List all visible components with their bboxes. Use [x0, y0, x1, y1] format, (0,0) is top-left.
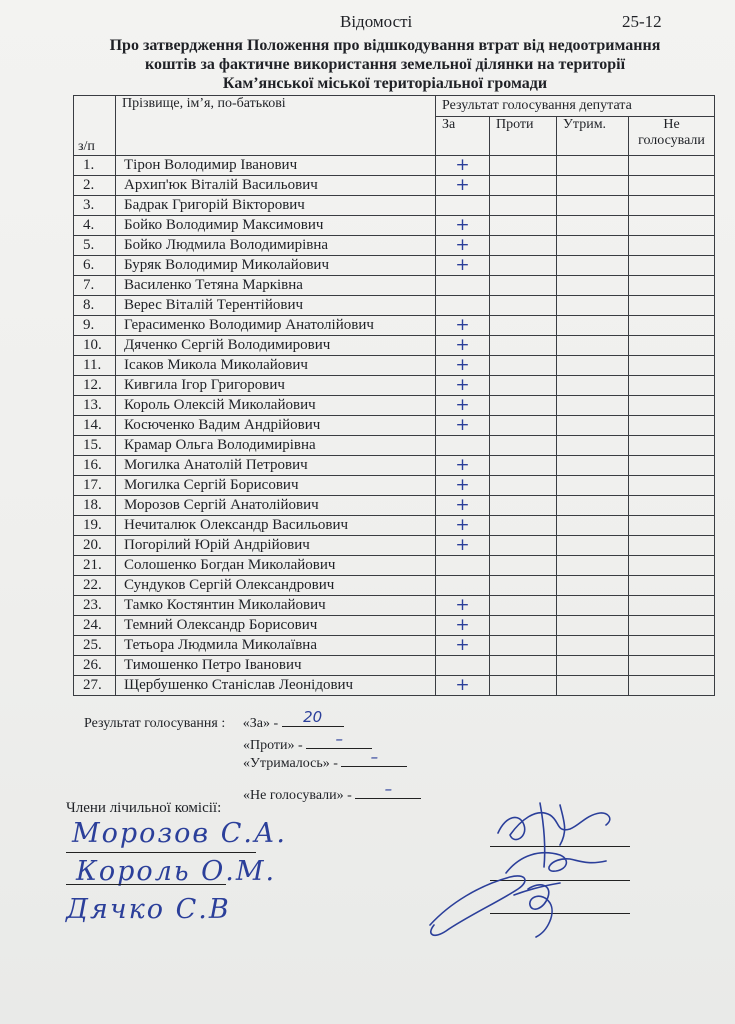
vote-abstain-mark — [557, 416, 629, 436]
vote-notvoted-mark — [629, 396, 715, 416]
summary-notvoted-label: «Не голосували» - — [243, 788, 352, 803]
summary-notvoted-row — [243, 780, 421, 804]
table-row — [74, 256, 715, 276]
vote-notvoted-mark — [629, 276, 715, 296]
table-row — [74, 336, 715, 356]
vote-abstain-mark — [557, 576, 629, 596]
vote-abstain-mark — [557, 456, 629, 476]
header-not-voted-line-1: Не — [663, 117, 680, 132]
vote-against-mark — [490, 376, 557, 396]
summary-for-blank — [282, 708, 344, 727]
vote-against-mark — [490, 456, 557, 476]
vote-against-mark — [490, 356, 557, 376]
row-number: 2. — [74, 176, 116, 196]
vote-notvoted-mark — [629, 436, 715, 456]
table-row — [74, 416, 715, 436]
row-number: 15. — [74, 436, 116, 456]
deputy-name: Могилка Анатолій Петрович — [116, 456, 436, 476]
vote-for-mark: + — [436, 216, 490, 236]
table-row — [74, 576, 715, 596]
vote-abstain-mark — [557, 316, 629, 336]
vote-notvoted-mark — [629, 416, 715, 436]
table-row — [74, 276, 715, 296]
vote-against-mark — [490, 616, 557, 636]
vote-against-mark — [490, 536, 557, 556]
vote-notvoted-mark — [629, 656, 715, 676]
decision-heading — [40, 36, 730, 93]
vote-abstain-mark — [557, 396, 629, 416]
vote-notvoted-mark — [629, 616, 715, 636]
row-number: 4. — [74, 216, 116, 236]
deputy-name: Бойко Володимир Максимович — [116, 216, 436, 236]
row-number: 27. — [74, 676, 116, 696]
row-number: 18. — [74, 496, 116, 516]
table-row — [74, 496, 715, 516]
vote-against-mark — [490, 656, 557, 676]
vote-for-mark — [436, 196, 490, 216]
row-number: 21. — [74, 556, 116, 576]
deputy-name: Тірон Володимир Іванович — [116, 156, 436, 176]
deputy-name: Морозов Сергій Анатолійович — [116, 496, 436, 516]
vote-against-mark — [490, 416, 557, 436]
vote-abstain-mark — [557, 656, 629, 676]
deputy-name: Сундуков Сергій Олександрович — [116, 576, 436, 596]
row-number: 10. — [74, 336, 116, 356]
row-number: 3. — [74, 196, 116, 216]
vote-notvoted-mark — [629, 176, 715, 196]
summary-against-label: «Проти» - — [243, 738, 303, 753]
vote-against-mark — [490, 176, 557, 196]
table-row — [74, 376, 715, 396]
row-number: 23. — [74, 596, 116, 616]
table-row — [74, 296, 715, 316]
row-number: 1. — [74, 156, 116, 176]
vote-against-mark — [490, 216, 557, 236]
vote-for-mark — [436, 276, 490, 296]
table-row — [74, 516, 715, 536]
vote-against-mark — [490, 576, 557, 596]
table-row — [74, 476, 715, 496]
summary-label: Результат голосування : — [84, 716, 226, 731]
vote-abstain-mark — [557, 356, 629, 376]
row-number: 8. — [74, 296, 116, 316]
row-number: 16. — [74, 456, 116, 476]
deputy-name: Ісаков Микола Миколайович — [116, 356, 436, 376]
vote-abstain-mark — [557, 236, 629, 256]
vote-against-mark — [490, 296, 557, 316]
table-row — [74, 556, 715, 576]
vote-against-mark — [490, 396, 557, 416]
vote-against-mark — [490, 316, 557, 336]
vote-notvoted-mark — [629, 316, 715, 336]
vote-abstain-mark — [557, 436, 629, 456]
vote-for-mark: + — [436, 396, 490, 416]
header-number: з/п — [74, 96, 116, 156]
vote-abstain-mark — [557, 156, 629, 176]
deputy-name: Крамар Ольга Володимирівна — [116, 436, 436, 456]
vote-for-mark: + — [436, 316, 490, 336]
deputy-name: Верес Віталій Терентійович — [116, 296, 436, 316]
vote-abstain-mark — [557, 616, 629, 636]
table-row — [74, 656, 715, 676]
vote-for-mark — [436, 436, 490, 456]
deputy-name: Буряк Володимир Миколайович — [116, 256, 436, 276]
header-vote-result: Результат голосування депутата — [436, 96, 715, 117]
header-for: За — [436, 117, 490, 156]
vote-notvoted-mark — [629, 676, 715, 696]
document-number: 25-12 — [622, 12, 662, 31]
vote-for-mark: + — [436, 256, 490, 276]
deputy-name: Солошенко Богдан Миколайович — [116, 556, 436, 576]
summary-for-value: 20 — [303, 708, 323, 726]
vote-notvoted-mark — [629, 356, 715, 376]
vote-notvoted-mark — [629, 376, 715, 396]
vote-against-mark — [490, 156, 557, 176]
vote-abstain-mark — [557, 516, 629, 536]
row-number: 19. — [74, 516, 116, 536]
deputy-name: Тетьора Людмила Миколаївна — [116, 636, 436, 656]
vote-notvoted-mark — [629, 476, 715, 496]
signature-stroke-3 — [560, 805, 565, 845]
vote-notvoted-mark — [629, 236, 715, 256]
signature-stroke-5 — [430, 876, 525, 935]
table-row — [74, 216, 715, 236]
vote-for-mark: + — [436, 156, 490, 176]
header-full-name: Прізвище, ім’я, по-батькові — [116, 96, 436, 156]
vote-notvoted-mark — [629, 516, 715, 536]
vote-for-mark — [436, 576, 490, 596]
vote-against-mark — [490, 516, 557, 536]
table-row — [74, 196, 715, 216]
deputy-name: Король Олексій Миколайович — [116, 396, 436, 416]
row-number: 17. — [74, 476, 116, 496]
vote-against-mark — [490, 236, 557, 256]
vote-abstain-mark — [557, 536, 629, 556]
deputy-name: Кивгила Ігор Григорович — [116, 376, 436, 396]
vote-notvoted-mark — [629, 576, 715, 596]
summary-notvoted-value: – — [384, 780, 393, 798]
table-row — [74, 316, 715, 336]
document-title: Відомості — [340, 12, 413, 31]
vote-abstain-mark — [557, 556, 629, 576]
deputy-name: Василенко Тетяна Марківна — [116, 276, 436, 296]
heading-line-1: Про затвердження Положення про відшкодування втрат від недоотримання — [109, 37, 661, 54]
signature-stroke-1 — [498, 813, 610, 840]
vote-abstain-mark — [557, 336, 629, 356]
row-number: 26. — [74, 656, 116, 676]
summary-against-value: – — [335, 730, 343, 748]
row-number: 13. — [74, 396, 116, 416]
vote-notvoted-mark — [629, 596, 715, 616]
heading-line-3: Кам’янської міської територіальної громади — [222, 75, 548, 92]
vote-abstain-mark — [557, 256, 629, 276]
header-not-voted-line-2: голосували — [638, 133, 705, 148]
vote-against-mark — [490, 596, 557, 616]
deputy-name: Погорілий Юрій Андрійович — [116, 536, 436, 556]
committee-member-3: Дячко С.В — [66, 894, 231, 925]
vote-abstain-mark — [557, 376, 629, 396]
vote-for-mark — [436, 656, 490, 676]
table-row — [74, 396, 715, 416]
deputy-name: Тимошенко Петро Іванович — [116, 656, 436, 676]
row-number: 20. — [74, 536, 116, 556]
vote-notvoted-mark — [629, 196, 715, 216]
vote-abstain-mark — [557, 276, 629, 296]
vote-against-mark — [490, 276, 557, 296]
deputy-name: Бойко Людмила Володимирівна — [116, 236, 436, 256]
table-row — [74, 156, 715, 176]
vote-for-mark: + — [436, 236, 490, 256]
vote-for-mark: + — [436, 376, 490, 396]
vote-notvoted-mark — [629, 536, 715, 556]
summary-for-row — [84, 708, 344, 732]
vote-notvoted-mark — [629, 256, 715, 276]
table-row — [74, 676, 715, 696]
summary-abstain-value: – — [370, 748, 379, 766]
deputy-name: Тамко Костянтин Миколайович — [116, 596, 436, 616]
vote-notvoted-mark — [629, 216, 715, 236]
vote-against-mark — [490, 496, 557, 516]
vote-for-mark: + — [436, 596, 490, 616]
handwritten-signatures — [410, 785, 640, 955]
vote-for-mark — [436, 296, 490, 316]
vote-abstain-mark — [557, 596, 629, 616]
row-number: 22. — [74, 576, 116, 596]
table-row — [74, 456, 715, 476]
table-row — [74, 616, 715, 636]
vote-against-mark — [490, 256, 557, 276]
deputy-name: Нечиталюк Олександр Васильович — [116, 516, 436, 536]
header-against: Проти — [490, 117, 557, 156]
row-number: 5. — [74, 236, 116, 256]
vote-notvoted-mark — [629, 336, 715, 356]
vote-abstain-mark — [557, 476, 629, 496]
vote-against-mark — [490, 336, 557, 356]
table-row — [74, 236, 715, 256]
vote-abstain-mark — [557, 496, 629, 516]
vote-abstain-mark — [557, 676, 629, 696]
row-number: 14. — [74, 416, 116, 436]
vote-against-mark — [490, 636, 557, 656]
vote-against-mark — [490, 676, 557, 696]
signature-stroke-6 — [528, 885, 552, 937]
vote-for-mark: + — [436, 416, 490, 436]
vote-abstain-mark — [557, 176, 629, 196]
committee-title: Члени лічильної комісії: — [66, 800, 222, 816]
summary-for-label: «За» - — [242, 716, 279, 731]
vote-abstain-mark — [557, 296, 629, 316]
header-abstain: Утрим. — [557, 117, 629, 156]
vote-against-mark — [490, 476, 557, 496]
vote-for-mark: + — [436, 176, 490, 196]
vote-for-mark — [436, 556, 490, 576]
signature-stroke-4 — [506, 853, 606, 873]
row-number: 7. — [74, 276, 116, 296]
table-row — [74, 356, 715, 376]
vote-for-mark: + — [436, 536, 490, 556]
vote-for-mark: + — [436, 356, 490, 376]
deputy-name: Темний Олександр Борисович — [116, 616, 436, 636]
row-number: 11. — [74, 356, 116, 376]
table-row — [74, 536, 715, 556]
vote-notvoted-mark — [629, 296, 715, 316]
table-row — [74, 596, 715, 616]
vote-for-mark: + — [436, 336, 490, 356]
vote-notvoted-mark — [629, 156, 715, 176]
vote-for-mark: + — [436, 636, 490, 656]
vote-abstain-mark — [557, 216, 629, 236]
table-row — [74, 636, 715, 656]
committee-member-1: Морозов С.А. — [72, 818, 287, 849]
table-row — [74, 436, 715, 456]
row-number: 6. — [74, 256, 116, 276]
heading-line-2: коштів за фактичне використання земельної ділянки на території — [144, 56, 626, 73]
signature-line-1 — [66, 852, 256, 853]
vote-notvoted-mark — [629, 496, 715, 516]
deputy-name: Могилка Сергій Борисович — [116, 476, 436, 496]
row-number: 24. — [74, 616, 116, 636]
voting-table — [73, 95, 715, 696]
vote-notvoted-mark — [629, 636, 715, 656]
vote-for-mark: + — [436, 516, 490, 536]
header-not-voted — [629, 117, 715, 156]
row-number: 9. — [74, 316, 116, 336]
signature-line-2 — [66, 884, 226, 885]
vote-against-mark — [490, 196, 557, 216]
deputy-name: Герасименко Володимир Анатолійович — [116, 316, 436, 336]
summary-abstain-row — [243, 748, 407, 772]
vote-against-mark — [490, 436, 557, 456]
row-number: 12. — [74, 376, 116, 396]
vote-abstain-mark — [557, 636, 629, 656]
voting-table-body — [74, 156, 715, 696]
deputy-name: Архип'юк Віталій Васильович — [116, 176, 436, 196]
summary-abstain-label: «Утрималось» - — [243, 756, 338, 771]
deputy-name: Косюченко Вадим Андрійович — [116, 416, 436, 436]
vote-notvoted-mark — [629, 556, 715, 576]
deputy-name: Щербушенко Станіслав Леонідович — [116, 676, 436, 696]
table-row — [74, 176, 715, 196]
summary-abstain-blank — [341, 748, 407, 767]
deputy-name: Дяченко Сергій Володимирович — [116, 336, 436, 356]
vote-notvoted-mark — [629, 456, 715, 476]
vote-for-mark: + — [436, 616, 490, 636]
summary-against-blank — [306, 730, 372, 749]
vote-against-mark — [490, 556, 557, 576]
vote-for-mark: + — [436, 456, 490, 476]
vote-for-mark: + — [436, 496, 490, 516]
row-number: 25. — [74, 636, 116, 656]
vote-for-mark: + — [436, 476, 490, 496]
vote-abstain-mark — [557, 196, 629, 216]
deputy-name: Бадрак Григорій Вікторович — [116, 196, 436, 216]
vote-for-mark: + — [436, 676, 490, 696]
committee-member-2: Король О.М. — [76, 856, 277, 887]
